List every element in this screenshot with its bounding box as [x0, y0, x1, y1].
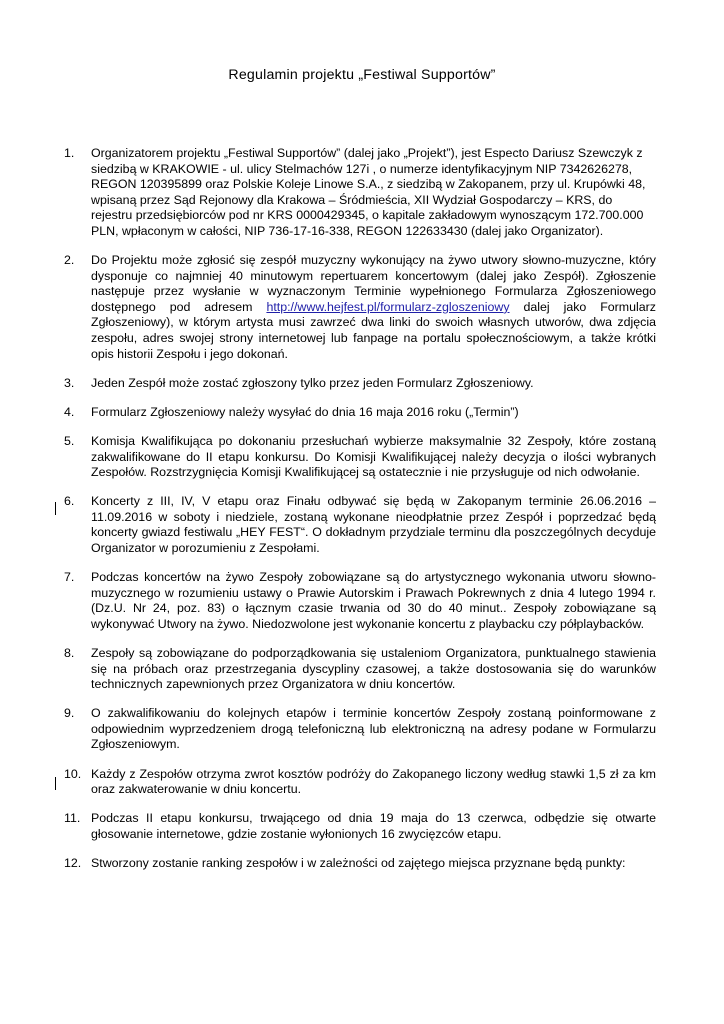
rule-number: 2.	[64, 253, 75, 268]
rule-text-part: Do Projektu może zgłosić się zespół muzyczny wykonujący na żywo utwory słowno-muzyczne, który dysponuje co najmniej 40 minutowym repertuarem koncertowym (dalej jako Zespół). Zgłoszenie następuje przez wysłanie w wyznaczonym Terminie wypełnionego Formularza Zgłoszeniowego dostępnego pod adresem	[91, 253, 656, 314]
rule-text: Formularz Zgłoszeniowy należy wysyłać do dnia 16 maja 2016 roku („Termin”)	[91, 404, 519, 419]
rule-number: 5.	[64, 433, 75, 448]
rule-text: Organizatorem projektu „Festiwal Supportów” (dalej jako „Projekt”), jest Especto Dariusz Szewczyk z siedzibą w KRAKOWIE - ul. ulicy Stelmachów 127i , o numerze identyfikacyjnym NIP 7342626278, REGON 120395899 oraz Polskie Koleje Linowe S.A., z siedzibą w Zakopanem, przy ul. Krupówki 48, wpisaną przez Sąd Rejonowy dla Krakowa – Śródmieścia, XII Wydział Gospodarczy – KRS, do rejestru przedsiębiorców pod nr KRS 0000429345, o kapitale zakładowym wynoszącym 172.700.000 PLN, wpłaconym w całości, NIP 736-17-16-338, REGON 122633430 (dalej jako Organizator).	[91, 146, 646, 238]
rule-number: 3.	[64, 375, 75, 390]
rule-item-3	[64, 376, 656, 392]
document-title: Regulamin projektu „Festiwal Supportów”	[228, 67, 496, 83]
rule-number: 11.	[64, 811, 81, 826]
revision-marker-rule-5	[55, 502, 56, 515]
rule-item-5	[64, 434, 656, 481]
rule-text-part: dalej jako Formularz Zgłoszeniowy), w którym artysta musi zawrzeć dwa linki do swoich własnych utworów, dwa zdjęcia zespołu, adres swojej strony internetowej lub fanpage na portalu społecznościowym, a także krótki opis historii Zespołu i jego dokonań.	[91, 299, 656, 361]
rule-item-1	[64, 146, 656, 240]
rule-number: 8.	[64, 645, 75, 660]
rule-text: Komisja Kwalifikująca po dokonaniu przesłuchań wybierze maksymalnie 32 Zespoły, które zostaną zakwalifikowane do II etapu konkursu. Do Komisji Kwalifikującej należy decyzja o ilości wybranych Zespołów. Rozstrzygnięcia Komisji Kwalifikującej są ostatecznie i nie przysługuje od nich odwołanie.	[91, 433, 656, 480]
rule-item-8	[64, 646, 656, 693]
rules-list	[64, 146, 656, 885]
rule-text: Stworzony zostanie ranking zespołów i w zależności od zajętego miejsca przyznane będą punkty:	[91, 855, 626, 870]
rule-item-4	[64, 405, 656, 421]
rule-number: 10.	[64, 766, 82, 781]
rule-text: Każdy z Zespołów otrzyma zwrot kosztów podróży do Zakopanego liczony według stawki 1,5 zł za km oraz zakwaterowanie w dniu koncertu.	[91, 766, 656, 797]
rule-number: 9.	[64, 706, 75, 721]
rule-item-2	[64, 253, 656, 362]
rule-number: 4.	[64, 404, 75, 419]
rule-item-12	[64, 856, 656, 872]
rule-item-6	[64, 494, 656, 556]
rule-text: Podczas II etapu konkursu, trwającego od dnia 19 maja do 13 czerwca, odbędzie się otwarte głosowanie internetowe, gdzie zostanie wyłonionych 16 zwycięzców etapu.	[91, 811, 656, 841]
rule-text: Podczas koncertów na żywo Zespoły zobowiązane są do artystycznego wykonania utworu słowno-muzycznego w rozumieniu ustawy o Prawie Autorskim i Prawach Pokrewnych z dnia 4 lutego 1994 r. (Dz.U. Nr 24, poz. 83) o łącznym czasie trwania od 30 do 40 minut.. Zespoły zobowiązane są wykonywać Utwory na żywo. Niedozwolone jest wykonanie koncertu z playbacku czy półplaybacków.	[91, 570, 656, 631]
rule-text: Koncerty z III, IV, V etapu oraz Finału odbywać się będą w Zakopanym terminie 26.06.2016 – 11.09.2016 w soboty i niedziele, zostaną wykonane nieodpłatnie przez Zespół i poprzedzać będą koncerty gwiazd festiwalu „HEY FEST“. O dokładnym przydziale terminu dla poszczególnych decyduje Organizator w porozumieniu z Zespołami.	[91, 494, 656, 555]
rule-item-7	[64, 570, 656, 632]
revision-marker-rule-9	[55, 777, 56, 790]
rule-number: 7.	[64, 570, 75, 585]
rule-item-11	[64, 811, 656, 842]
rule-number: 12.	[64, 855, 82, 870]
form-link[interactable]: http://www.hejfest.pl/formularz-zgloszeniowy	[266, 299, 510, 314]
rule-text: Zespoły są zobowiązane do podporządkowania się ustaleniom Organizatora, punktualnego stawienia się na próbach oraz przestrzegania dyscypliny czasowej, a także dostosowania się do warunków technicznych zapewnionych przez Organizatora w dniu koncertów.	[91, 645, 656, 692]
rule-number: 1.	[64, 146, 75, 160]
rule-text: O zakwalifikowaniu do kolejnych etapów i terminie koncertów Zespoły zostaną poinformowane z odpowiednim wyprzedzeniem drogą telefoniczną lub elektroniczną na adresy podane w Formularzu Zgłoszeniowym.	[91, 706, 656, 752]
rule-item-9	[64, 706, 656, 753]
rule-number: 6.	[64, 494, 75, 509]
rule-item-10	[64, 767, 656, 798]
rule-text	[91, 253, 656, 362]
rule-text: Jeden Zespół może zostać zgłoszony tylko przez jeden Formularz Zgłoszeniowy.	[91, 375, 534, 390]
